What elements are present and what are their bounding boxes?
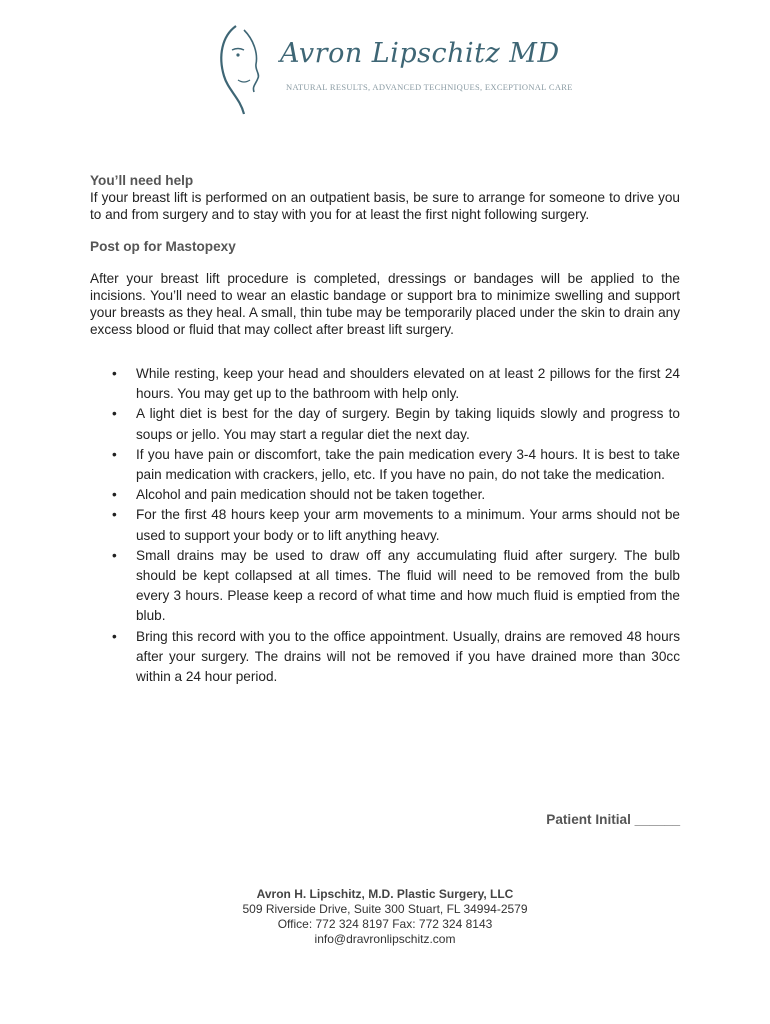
list-item: • Small drains may be used to draw off any accumulating fluid after surgery. The bulb should be kept collapsed at all times. The fluid will need to be removed from the bulb every 3 hours. Please keep a record of what time and how much fluid is emptied from the blub. xyxy=(136,546,680,627)
list-item: • If you have pain or discomfort, take the pain medication every 3-4 hours. It is best to take pain medication with crackers, jello, etc. If you have no pain, do not take the medication. xyxy=(136,445,680,485)
list-item: • A light diet is best for the day of surgery. Begin by taking liquids slowly and progress to soups or jello. You may start a regular diet the next day. xyxy=(136,404,680,444)
document-body xyxy=(90,172,680,687)
list-item: • While resting, keep your head and shoulders elevated on at least 2 pillows for the first 24 hours. You may get up to the bathroom with help only. xyxy=(136,364,680,404)
letterhead-logo xyxy=(214,22,574,118)
list-item: • Alcohol and pain medication should not be taken together. xyxy=(136,485,680,505)
footer-firm: Avron H. Lipschitz, M.D. Plastic Surgery, LLC xyxy=(256,887,514,901)
postop-heading: Post op for Mastopexy xyxy=(90,239,236,254)
help-paragraph: If your breast lift is performed on an outpatient basis, be sure to arrange for someone to drive you to and from surgery and to stay with you for at least the first night following surgery. xyxy=(90,190,680,222)
footer-address: 509 Riverside Drive, Suite 300 Stuart, FL 34994-2579 xyxy=(242,902,528,916)
brand-tagline: NATURAL RESULTS, ADVANCED TECHNIQUES, EXCEPTIONAL CARE xyxy=(286,82,573,92)
patient-initial-field[interactable]: Patient Initial ______ xyxy=(546,812,680,827)
instructions-list xyxy=(90,364,680,687)
footer xyxy=(0,887,770,947)
list-item: • Bring this record with you to the office appointment. Usually, drains are removed 48 hours after your surgery. The drains will not be removed if you have drained more than 30cc within a 24 hour period. xyxy=(136,627,680,688)
brand-name: Avron Lipschitz MD xyxy=(280,38,560,69)
face-profile-icon xyxy=(214,22,276,118)
postop-paragraph: After your breast lift procedure is completed, dressings or bandages will be applied to the incisions. You’ll need to wear an elastic bandage or support bra to minimize swelling and support your breasts as they heal. A small, thin tube may be temporarily placed under the skin to drain any excess blood or fluid that may collect after breast lift surgery. xyxy=(90,271,680,337)
footer-phone: Office: 772 324 8197 Fax: 772 324 8143 xyxy=(277,917,493,931)
list-item: • For the first 48 hours keep your arm movements to a minimum. Your arms should not be used to support your body or to lift anything heavy. xyxy=(136,505,680,545)
footer-email[interactable]: info@dravronlipschitz.com xyxy=(314,932,456,946)
help-heading: You’ll need help xyxy=(90,173,194,188)
